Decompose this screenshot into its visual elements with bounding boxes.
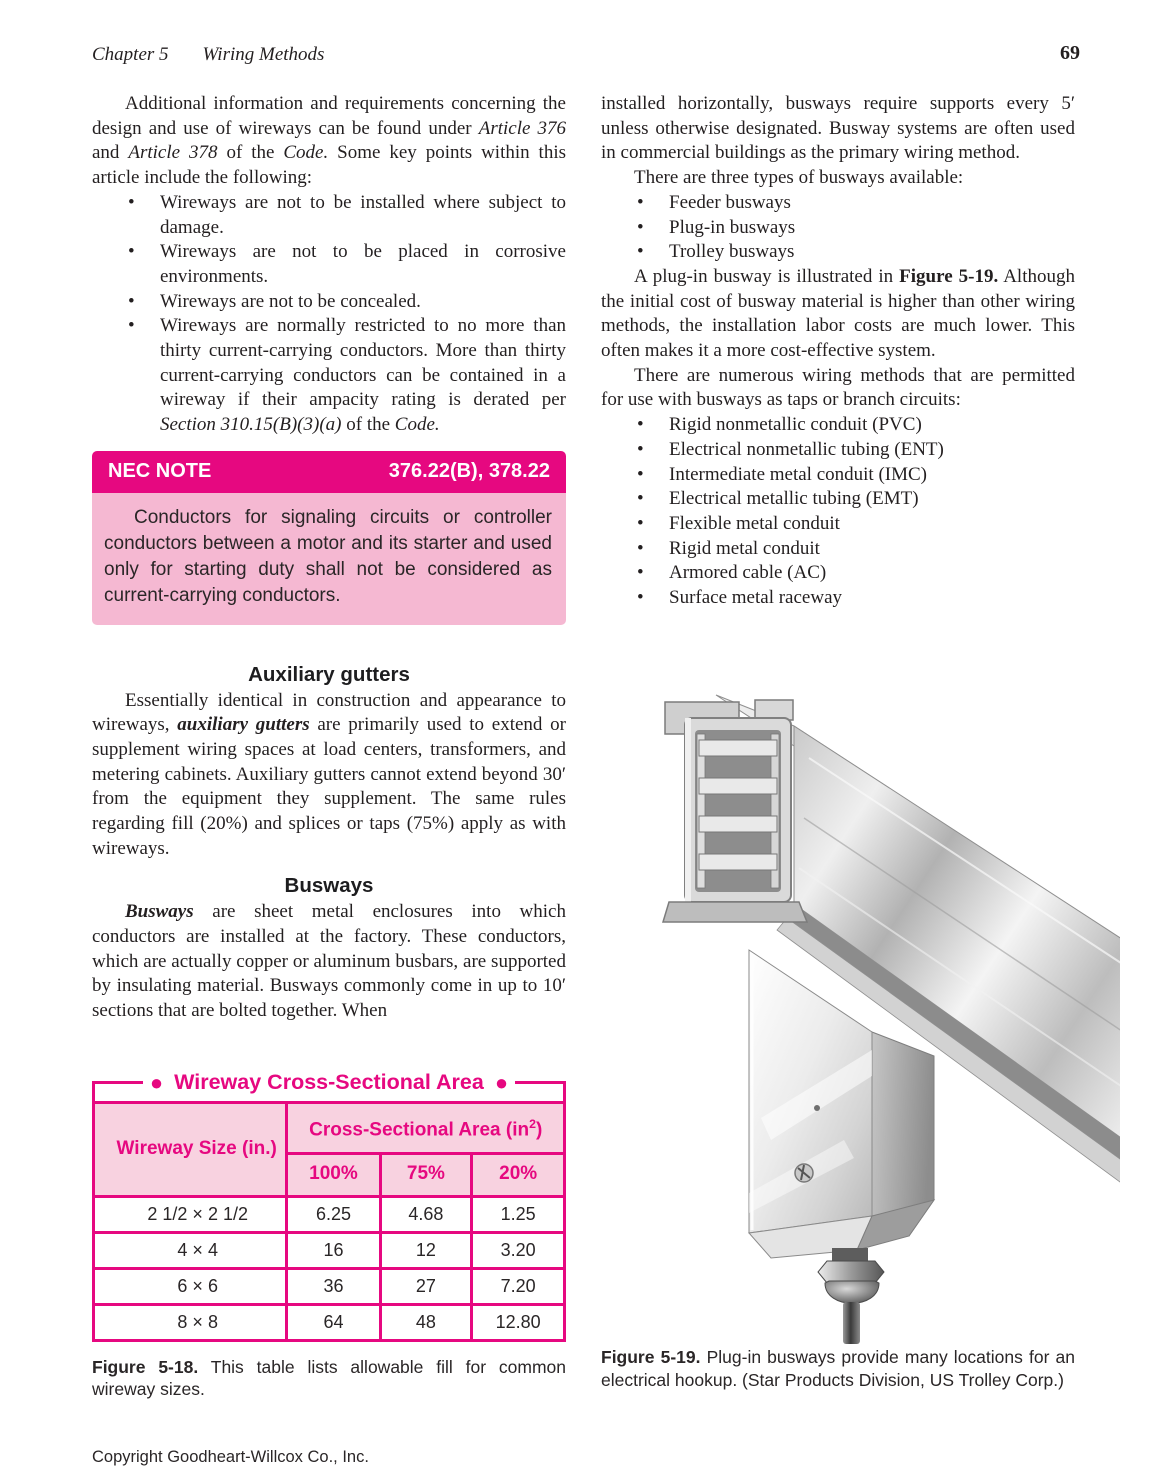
list-item: • Rigid metal conduit	[601, 537, 1075, 562]
list-item: • Surface metal raceway	[601, 586, 1075, 611]
list-item: • Trolley busways	[601, 240, 1075, 265]
busway-cross-section	[663, 700, 807, 922]
list-item: • Wireways are not to be installed where subject to damage.	[92, 191, 566, 240]
list-item: • Flexible metal conduit	[601, 512, 1075, 537]
list-item: • Armored cable (AC)	[601, 561, 1075, 586]
wiring-methods-intro: There are numerous wiring methods that are permitted for use with busways as taps or branch circuits:	[601, 364, 1075, 411]
cover-screw	[795, 1164, 813, 1182]
list-item: • Electrical metallic tubing (EMT)	[601, 487, 1075, 512]
section-heading-busways: Busways	[284, 874, 374, 898]
table-title-row	[92, 1068, 566, 1098]
column-header-wireway-size: Wireway Size (in.)	[94, 1102, 287, 1196]
wireway-table-block	[92, 1068, 566, 1342]
column-header-20: 20%	[472, 1153, 565, 1196]
nec-note-box	[92, 451, 566, 625]
cell-size: 6 × 6	[94, 1268, 287, 1304]
nec-note-code: 376.22(B), 378.22	[388, 460, 550, 483]
section-heading-auxiliary-gutters: Auxiliary gutters	[248, 662, 410, 686]
title-rule-left	[92, 1081, 143, 1084]
cable-gland	[818, 1248, 884, 1344]
cell-20: 12.80	[472, 1304, 565, 1340]
nec-note-label: NEC NOTE	[108, 460, 212, 483]
wiring-methods-list	[601, 413, 1075, 611]
wireway-rules-list	[92, 191, 566, 438]
cell-20: 3.20	[472, 1232, 565, 1268]
wireway-table	[92, 1101, 566, 1342]
cell-size: 8 × 8	[94, 1304, 287, 1340]
figure-5-19-illustration	[598, 688, 1120, 1348]
cell-100: 64	[287, 1304, 380, 1340]
intro-paragraph: Additional information and requirements concerning the design and use of wireways can be found under Article 376 and Article 378 of the Code. Some key points within this article include the following:	[92, 93, 567, 189]
cell-100: 6.25	[287, 1196, 380, 1232]
list-item: • Wireways are not to be placed in corrosive environments.	[92, 240, 566, 289]
figure-5-18-caption: Figure 5-18. This table lists allowable fill for common wireway sizes.	[92, 1356, 566, 1400]
list-item: • Intermediate metal conduit (IMC)	[601, 463, 1075, 488]
table-title: Wireway Cross-Sectional Area	[174, 1070, 484, 1095]
nec-note-body	[92, 493, 566, 625]
busway-types-intro: There are three types of busways available:	[634, 167, 964, 189]
left-column	[92, 92, 566, 1401]
table-row	[94, 1232, 565, 1268]
rivet-dot	[814, 1105, 820, 1111]
list-item: • Electrical nonmetallic tubing (ENT)	[601, 438, 1075, 463]
cell-75: 48	[380, 1304, 472, 1340]
copyright-line: Copyright Goodheart-Willcox Co., Inc.	[92, 1448, 369, 1466]
figure-5-19-caption: Figure 5-19. Plug-in busways provide many locations for an electrical hookup. (Star Products Division, US Trolley Corp.)	[601, 1347, 1075, 1390]
nec-note-text: Conductors for signaling circuits or controller conductors between a motor and its starter and used only for starting duty shall not be considered as current-carrying conductors.	[104, 506, 552, 606]
list-item: • Feeder busways	[601, 191, 1075, 216]
list-item: • Rigid nonmetallic conduit (PVC)	[601, 413, 1075, 438]
auxiliary-gutters-paragraph: Essentially identical in construction and appearance to wireways, auxiliary gutters are primarily used to extend or supplement wiring spaces at load centers, transformers, and metering cabinets. Auxiliary gutters cannot extend beyond 30′ from the equipment they supplement. The same rules regarding fill (20%) and splices or taps (75%) apply as with wireways.	[92, 689, 566, 859]
running-header	[92, 44, 566, 66]
cell-100: 36	[287, 1268, 380, 1304]
column-header-100: 100%	[287, 1153, 380, 1196]
title-dot-left: ●	[149, 1069, 164, 1095]
cell-75: 4.68	[380, 1196, 472, 1232]
nec-note-header	[92, 451, 566, 493]
cell-20: 1.25	[472, 1196, 565, 1232]
cell-75: 27	[380, 1268, 472, 1304]
cell-75: 12	[380, 1232, 472, 1268]
conduit-cable	[843, 1302, 860, 1344]
table-row	[94, 1268, 565, 1304]
busways-continuation-paragraph: installed horizontally, busways require supports every 5′ unless otherwise designated. Busway systems are often used in commercial buildings as the primary wiring method.	[601, 93, 1075, 164]
list-item: • Wireways are normally restricted to no more than thirty current-carrying conductors. More than thirty current-carrying conductors can be contained in a wireway if their ampacity rating is derated per Section 310.15(B)(3)(a) of the Code.	[92, 314, 566, 438]
list-item: • Wireways are not to be concealed.	[92, 290, 566, 315]
chapter-label: Chapter 5	[92, 44, 169, 65]
table-row	[94, 1196, 565, 1232]
busway-types-list	[601, 191, 1075, 265]
column-header-75: 75%	[380, 1153, 472, 1196]
busways-paragraph: Busways are sheet metal enclosures into which conductors are installed at the factory. These conductors, which are actually copper or aluminum busbars, are supported by insulating material. Busways commonly come in up to 10′ sections that are bolted together. When	[92, 901, 566, 1021]
list-item: • Plug-in busways	[601, 216, 1075, 241]
plug-in-busway-drawing	[598, 688, 1120, 1348]
chapter-title: Wiring Methods	[202, 44, 325, 65]
cell-size: 2 1/2 × 2 1/2	[94, 1196, 287, 1232]
page-number: 69	[1060, 42, 1080, 64]
right-column	[601, 92, 1075, 611]
title-rule-right	[515, 1081, 566, 1084]
table-row	[94, 1304, 565, 1340]
plug-in-busway-paragraph: A plug-in busway is illustrated in Figure 5-19. Although the initial cost of busway material is higher than other wiring methods, the installation labor costs are much lower. This often makes it a more cost-effective system.	[601, 265, 1075, 362]
cell-100: 16	[287, 1232, 380, 1268]
table-header-row	[94, 1102, 565, 1153]
column-header-cross-sectional-area: Cross-Sectional Area $(in^2)$	[287, 1102, 565, 1153]
cell-size: 4 × 4	[94, 1232, 287, 1268]
cell-20: 7.20	[472, 1268, 565, 1304]
title-dot-right: ●	[494, 1069, 509, 1095]
